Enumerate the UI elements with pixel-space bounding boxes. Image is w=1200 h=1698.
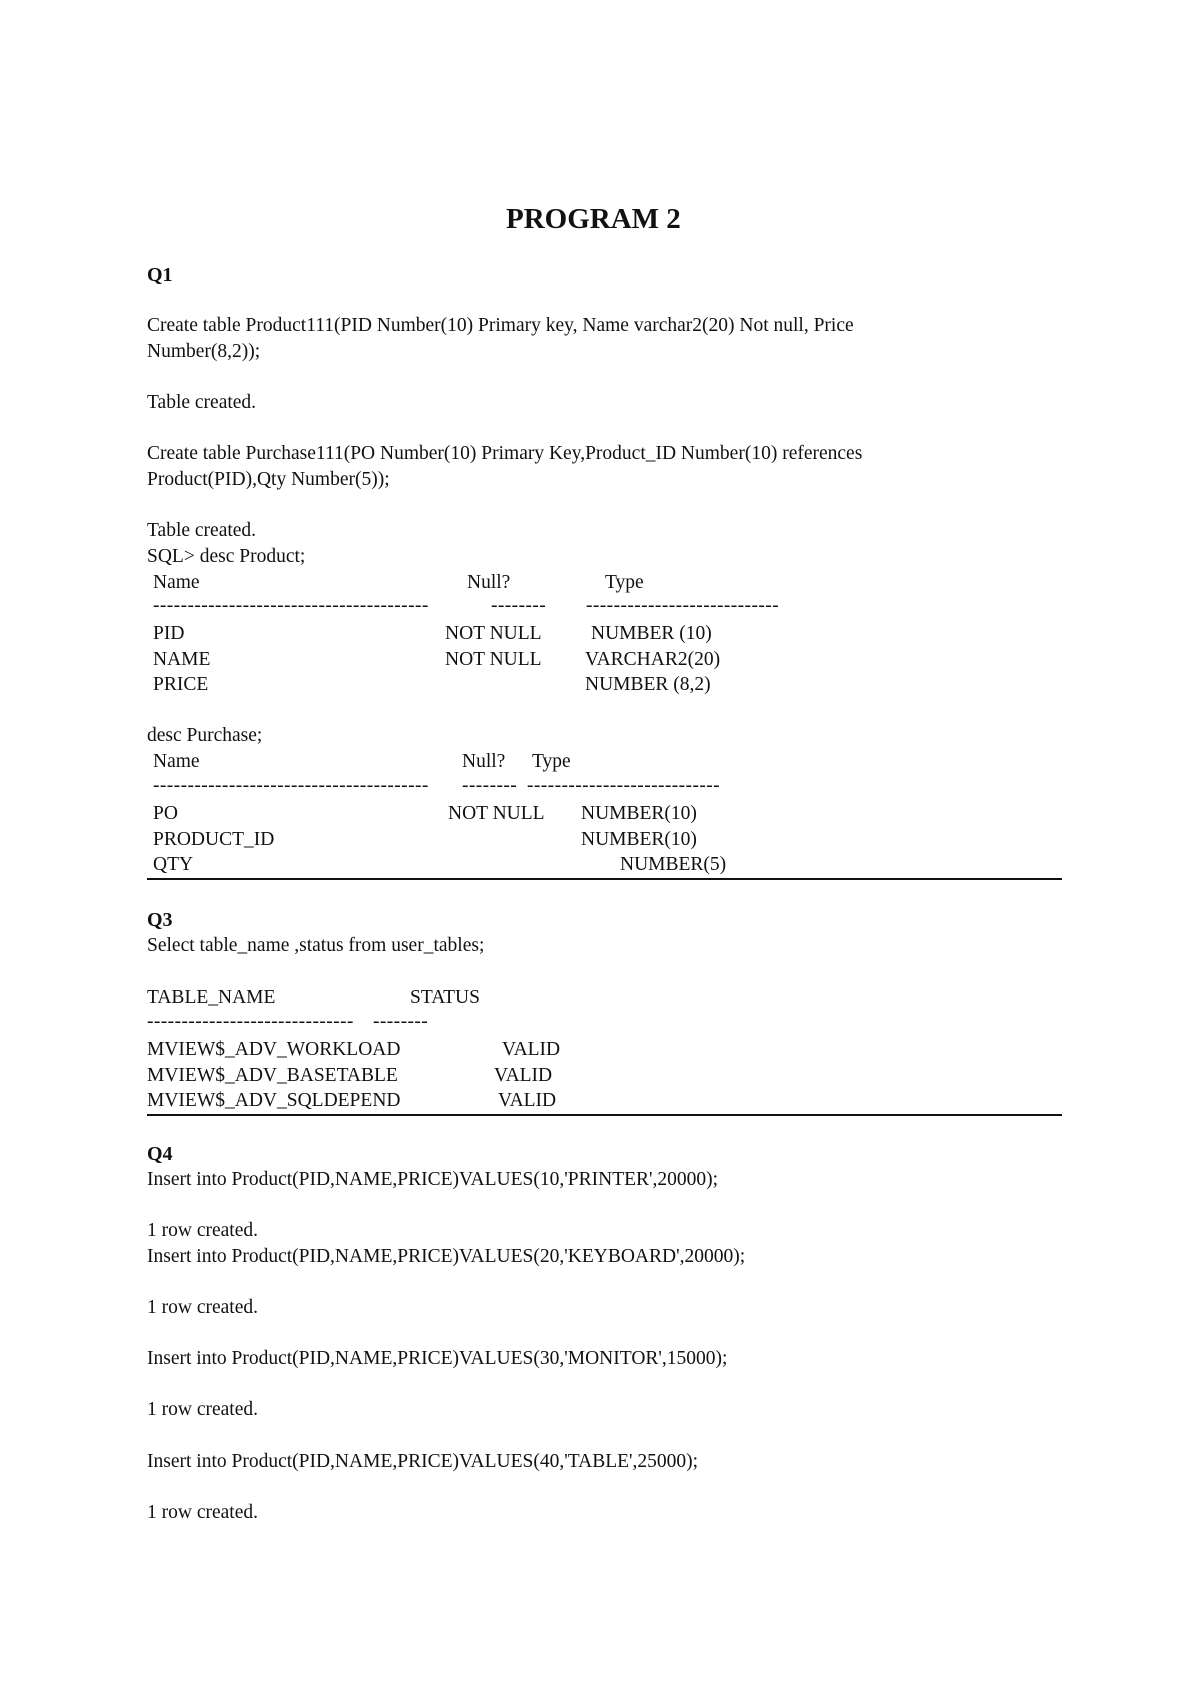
dash-separator: ---------------------------------------- xyxy=(153,775,429,796)
create-purchase-line-2: Product(PID),Qty Number(5)); xyxy=(147,469,390,490)
row-created-result: 1 row created. xyxy=(147,1502,258,1523)
column-header-table-name: TABLE_NAME xyxy=(147,987,276,1008)
dash-separator: ---------------------------------------- xyxy=(153,595,429,616)
dash-separator: ---------------------------- xyxy=(527,775,721,796)
table-row-cell: PO xyxy=(153,803,178,824)
table-row-cell: NOT NULL xyxy=(445,623,542,644)
table-row-cell: NUMBER (8,2) xyxy=(585,674,711,695)
q4-label: Q4 xyxy=(147,1143,173,1165)
create-purchase-line-1: Create table Purchase111(PO Number(10) Primary Key,Product_ID Number(10) references xyxy=(147,443,863,464)
create-product-line-1: Create table Product111(PID Number(10) Primary key, Name varchar2(20) Not null, Price xyxy=(147,315,854,336)
table-row-cell: NUMBER(10) xyxy=(581,829,697,850)
insert-statement: Insert into Product(PID,NAME,PRICE)VALUES(10,'PRINTER',20000); xyxy=(147,1169,719,1190)
dash-separator: ------------------------------ xyxy=(147,1011,354,1032)
insert-statement: Insert into Product(PID,NAME,PRICE)VALUES(30,'MONITOR',15000); xyxy=(147,1348,728,1369)
q3-label: Q3 xyxy=(147,909,173,931)
row-created-result: 1 row created. xyxy=(147,1297,258,1318)
table-row-cell: VARCHAR2(20) xyxy=(585,649,721,670)
table-created-2: Table created. xyxy=(147,520,257,541)
row-created-result: 1 row created. xyxy=(147,1399,258,1420)
q1-label: Q1 xyxy=(147,264,173,286)
column-header-status: STATUS xyxy=(410,987,480,1008)
table-row-cell: NUMBER(10) xyxy=(581,803,697,824)
column-header-name: Name xyxy=(153,751,200,772)
row-created-result: 1 row created. xyxy=(147,1220,258,1241)
desc-purchase-command: desc Purchase; xyxy=(147,725,263,746)
table-row-cell: PRICE xyxy=(153,674,209,695)
table-row-cell: NOT NULL xyxy=(448,803,545,824)
column-header-null: Null? xyxy=(467,572,511,593)
table-row-cell: MVIEW$_ADV_BASETABLE xyxy=(147,1065,398,1086)
dash-separator: -------- xyxy=(462,775,518,796)
table-row-cell: VALID xyxy=(498,1090,557,1111)
table-row-cell: NUMBER(5) xyxy=(620,854,727,875)
table-row-cell: QTY xyxy=(153,854,194,875)
table-row-cell: VALID xyxy=(494,1065,553,1086)
table-row-cell: PID xyxy=(153,623,185,644)
page-title: PROGRAM 2 xyxy=(506,203,681,235)
table-row-cell: NOT NULL xyxy=(445,649,542,670)
column-header-type: Type xyxy=(532,751,571,772)
desc-product-command: SQL> desc Product; xyxy=(147,546,306,567)
column-header-type: Type xyxy=(605,572,644,593)
section-divider xyxy=(147,878,1062,880)
create-product-line-2: Number(8,2)); xyxy=(147,341,261,362)
column-header-name: Name xyxy=(153,572,200,593)
column-header-null: Null? xyxy=(462,751,506,772)
section-divider xyxy=(147,1114,1062,1116)
table-row-cell: MVIEW$_ADV_WORKLOAD xyxy=(147,1039,401,1060)
table-row-cell: NAME xyxy=(153,649,211,670)
table-created-1: Table created. xyxy=(147,392,257,413)
q3-query: Select table_name ,status from user_tables; xyxy=(147,935,485,956)
insert-statement: Insert into Product(PID,NAME,PRICE)VALUES(20,'KEYBOARD',20000); xyxy=(147,1246,746,1267)
dash-separator: -------- xyxy=(491,595,547,616)
dash-separator: ---------------------------- xyxy=(586,595,780,616)
dash-separator: -------- xyxy=(373,1011,429,1032)
insert-statement: Insert into Product(PID,NAME,PRICE)VALUES(40,'TABLE',25000); xyxy=(147,1451,699,1472)
table-row-cell: PRODUCT_ID xyxy=(153,829,275,850)
table-row-cell: MVIEW$_ADV_SQLDEPEND xyxy=(147,1090,401,1111)
table-row-cell: VALID xyxy=(502,1039,561,1060)
table-row-cell: NUMBER (10) xyxy=(591,623,712,644)
